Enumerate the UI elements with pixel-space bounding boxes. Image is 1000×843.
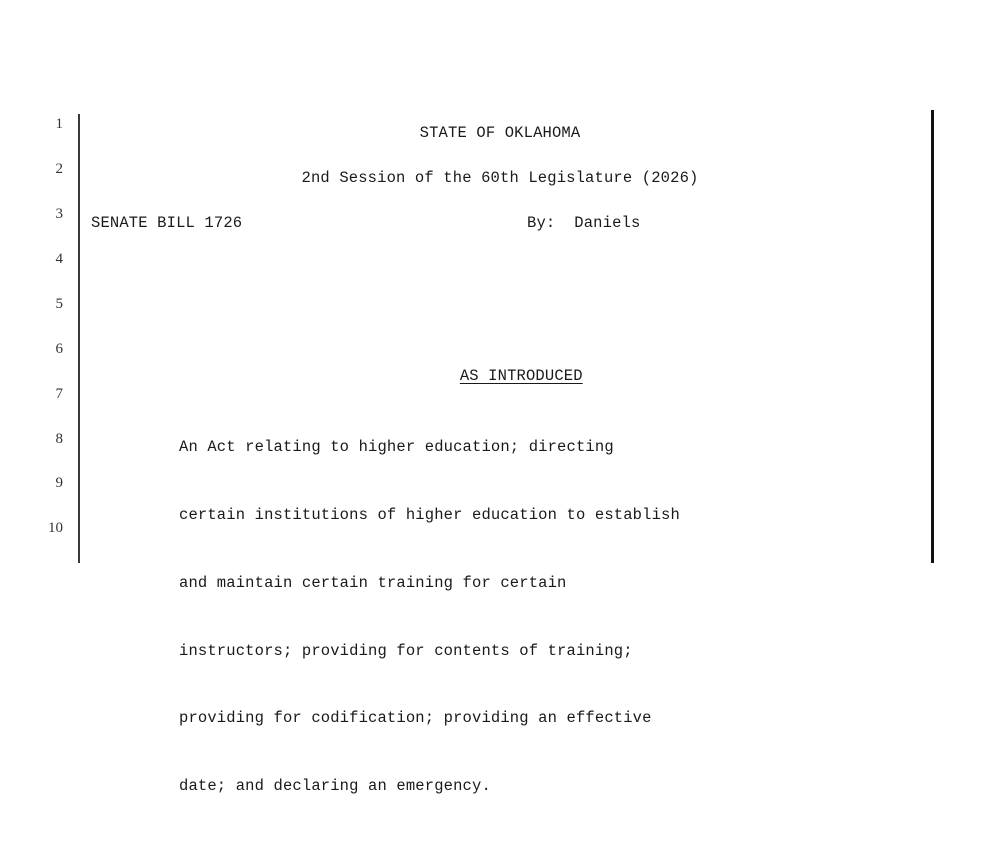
line-number: 6 [55,341,63,357]
title-line: certain institutions of higher education to establish [179,505,680,524]
session-line: 2nd Session of the 60th Legislature (2026) [301,169,699,187]
line-number: 10 [48,520,63,536]
line-number: 3 [55,206,63,222]
right-margin-rule [931,110,934,563]
title-line: instructors; providing for contents of training; [179,641,633,660]
line-number: 8 [55,431,63,447]
line-number: 5 [55,296,63,312]
bill-author: By: Daniels [527,214,641,232]
line-number: 9 [55,475,63,491]
line-number: 2 [55,161,63,177]
title-line: and maintain certain training for certain [179,573,567,592]
bill-number: SENATE BILL 1726 [91,214,243,232]
status-label: AS INTRODUCED [459,367,583,385]
title-line: providing for codification; providing an effective [179,709,652,728]
bill-title [179,391,680,843]
title-line: date; and declaring an emergency. [179,777,491,796]
line-number: 4 [55,251,63,267]
state-header: STATE OF OKLAHOMA [419,124,581,142]
title-line: An Act relating to higher education; directing [179,438,614,457]
line-number: 1 [55,116,63,132]
line-number: 7 [55,386,63,402]
